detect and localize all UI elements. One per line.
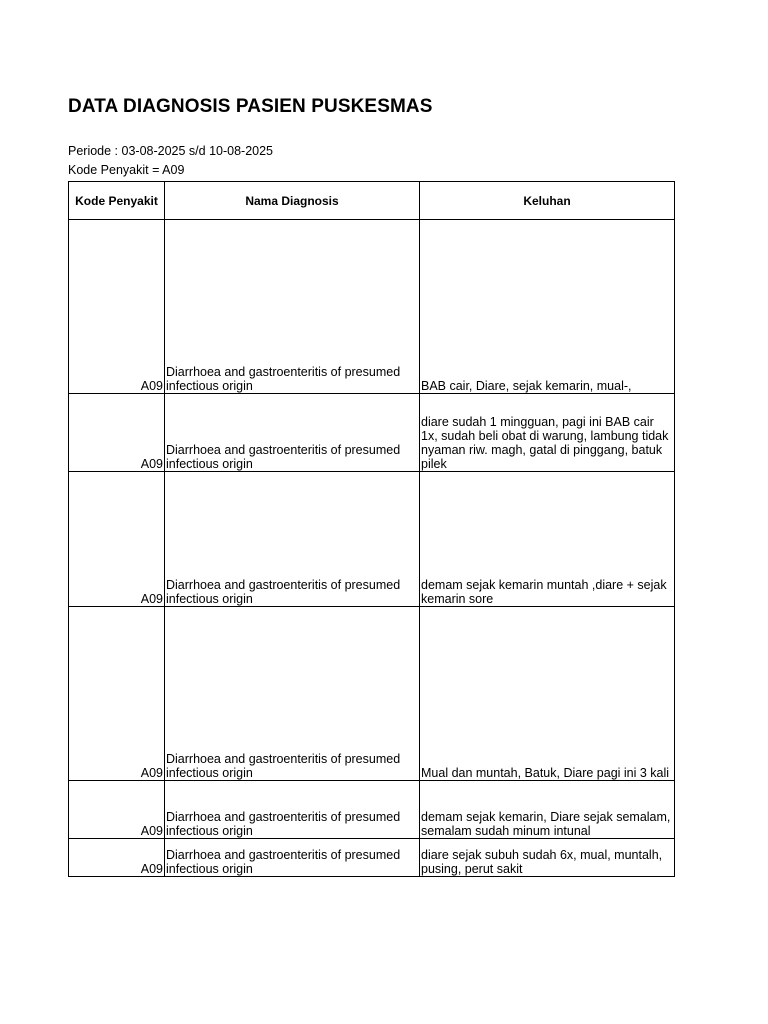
table-row [69, 781, 675, 839]
kode-penyakit-filter: Kode Penyakit = A09 [68, 163, 185, 177]
kode-cell: A09 [69, 839, 165, 877]
kode-cell: A09 [69, 781, 165, 839]
kode-cell: A09 [69, 607, 165, 781]
kode-cell: A09 [69, 472, 165, 607]
nama-diagnosis-cell: Diarrhoea and gastroenteritis of presumed infectious origin [165, 781, 420, 839]
keluhan-cell: BAB cair, Diare, sejak kemarin, mual-, [420, 220, 675, 394]
nama-diagnosis-cell: Diarrhoea and gastroenteritis of presumed infectious origin [165, 839, 420, 877]
kode-cell: A09 [69, 220, 165, 394]
table-row [69, 839, 675, 877]
nama-diagnosis-cell: Diarrhoea and gastroenteritis of presumed infectious origin [165, 394, 420, 472]
table-header-row [69, 182, 675, 220]
nama-diagnosis-cell: Diarrhoea and gastroenteritis of presumed infectious origin [165, 472, 420, 607]
nama-diagnosis-cell: Diarrhoea and gastroenteritis of presumed infectious origin [165, 607, 420, 781]
table-row [69, 607, 675, 781]
header-keluhan: Keluhan [420, 182, 675, 220]
keluhan-cell: diare sejak subuh sudah 6x, mual, muntalh, pusing, perut sakit [420, 839, 675, 877]
diagnosis-table [68, 181, 675, 877]
keluhan-cell: demam sejak kemarin, Diare sejak semalam, semalam sudah minum intunal [420, 781, 675, 839]
header-kode-penyakit: Kode Penyakit [69, 182, 165, 220]
table-row [69, 220, 675, 394]
periode-text: Periode : 03-08-2025 s/d 10-08-2025 [68, 144, 274, 158]
keluhan-cell: Mual dan muntah, Batuk, Diare pagi ini 3 kali [420, 607, 675, 781]
header-nama-diagnosis: Nama Diagnosis [165, 182, 420, 220]
kode-cell: A09 [69, 394, 165, 472]
document-title: DATA DIAGNOSIS PASIEN PUSKESMAS [68, 96, 433, 117]
nama-diagnosis-cell: Diarrhoea and gastroenteritis of presumed infectious origin [165, 220, 420, 394]
keluhan-cell: demam sejak kemarin muntah ,diare + sejak kemarin sore [420, 472, 675, 607]
keluhan-cell: diare sudah 1 mingguan, pagi ini BAB cair 1x, sudah beli obat di warung, lambung tidak nyaman riw. magh, gatal di pinggang, batuk pilek [420, 394, 675, 472]
table-row [69, 394, 675, 472]
table-row [69, 472, 675, 607]
